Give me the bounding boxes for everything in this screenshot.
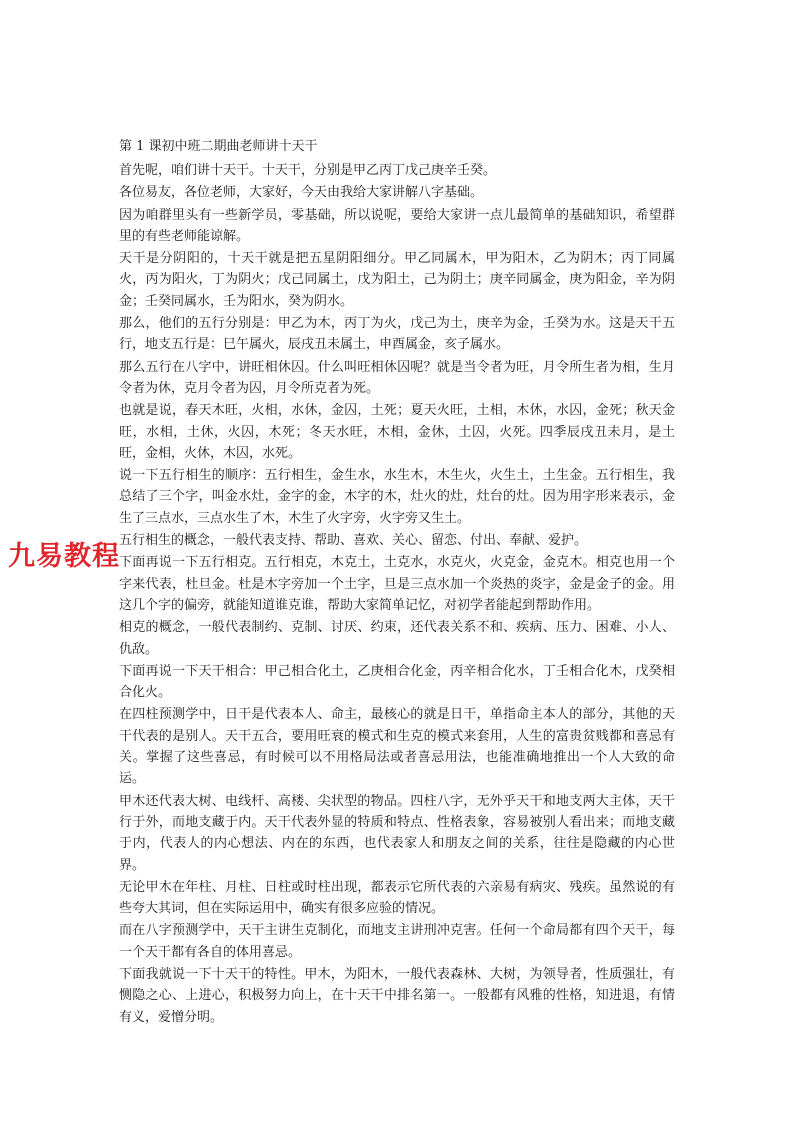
watermark-logo: 九易教程 <box>8 541 120 572</box>
paragraph-7: 也就是说，春天木旺，火相，水休，金囚，土死；夏天火旺，土相，木休，水囚，金死；秋天金旺，水相，土休，火囚，木死；冬天水旺，木相，金休，土囚，火死。四季辰戌丑未月，是土旺，金相，火休，木囚，水死。 <box>119 403 675 461</box>
paragraph-2: 各位易友，各位老师，大家好，今天由我给大家讲解八字基础。 <box>119 185 484 201</box>
paragraph-14: 甲木还代表大树、电线杆、高楼、尖状型的物品。四柱八字，无外乎天干和地支两大主体，天干行于外，而地支藏于内。天干代表外显的特质和特点、性格表象，容易被别人看出来；而地支藏于内，代表人的内心想法、内在的东西，也代表家人和朋友之间的关系，往往是隐藏的内心世界。 <box>119 793 675 873</box>
paragraph-9: 五行相生的概念，一般代表支持、帮助、喜欢、关心、留恋、付出、奉献、爱护。 <box>119 533 588 549</box>
paragraph-15: 无论甲木在年柱、月柱、日柱或时柱出现，都表示它所代表的六亲易有病灾、残疾。虽然说的有些夸大其词，但在实际运用中，确实有很多应验的情况。 <box>119 879 675 917</box>
paragraph-3: 因为咱群里头有一些新学员，零基础，所以说呢，要给大家讲一点儿最简单的基础知识，希望群里的有些老师能谅解。 <box>119 207 675 244</box>
paragraph-17: 下面我就说一下十天干的特性。甲木，为阳木，一般代表森林、大树，为领导者，性质强壮，有恻隐之心、上进心，积极努力向上，在十天干中排名第一。一般都有风雅的性格，知进退，有情有义，爱憎分明。 <box>119 966 675 1025</box>
paragraph-12: 下面再说一下天干相合：甲己相合化土，乙庚相合化金，丙辛相合化水，丁壬相合化木，戊癸相合化火。 <box>119 663 675 701</box>
paragraph-8: 说一下五行相生的顺序：五行相生，金生水，水生木，木生火，火生土，土生金。五行相生，我总结了三个字，叫金水灶，金字的金，木字的木，灶火的灶，灶台的灶。因为用字形来表示，金生了三点水，三点水生了木，木生了火字旁，火字旁又生土。 <box>119 468 675 526</box>
paragraph-13: 在四柱预测学中，日干是代表本人、命主，最核心的就是日干，单指命主本人的部分，其他的天干代表的是别人。天干五合，要用旺衰的模式和生克的模式来套用，人生的富贵贫贱都和喜忌有关。掌握了这些喜忌，有时候可以不用格局法或者喜忌用法，也能准确地推出一个人大致的命运。 <box>119 707 675 787</box>
paragraph-11: 相克的概念，一般代表制约、克制、讨厌、约束，还代表关系不和、疾病、压力、困难、小人、仇敌。 <box>119 620 675 657</box>
document-page <box>119 137 675 1029</box>
paragraph-5: 那么，他们的五行分别是：甲乙为木，丙丁为火，戊己为土，庚辛为金，壬癸为水。这是天干五行，地支五行是：巳午属火，辰戌丑未属土，申酉属金，亥子属水。 <box>119 316 675 353</box>
paragraph-1: 首先呢，咱们讲十天干。十天干，分别是甲乙丙丁戊己庚辛壬癸。 <box>119 163 497 178</box>
lesson-title: 第 1 课初中班二期曲老师讲十天干 <box>119 139 318 154</box>
paragraph-10: 下面再说一下五行相克。五行相克，木克土，土克水，水克火，火克金，金克木。相克也用一个字来代表，杜旦金。杜是木字旁加一个土字，旦是三点水加一个炎热的炎字，金是金子的金。用这几个字的偏旁，就能知道谁克谁，帮助大家简单记忆，对初学者能起到帮助作用。 <box>119 555 675 613</box>
paragraph-4: 天干是分阴阳的，十天干就是把五星阴阳细分。甲乙同属木，甲为阳木，乙为阴木；丙丁同属火，丙为阳火，丁为阴火；戊己同属土，戊为阳土，己为阴土；庚辛同属金，庚为阳金，辛为阴金；壬癸同属水，壬为阳水，癸为阴水。 <box>119 251 675 309</box>
paragraph-16: 而在八字预测学中，天干主讲生克制化，而地支主讲刑冲克害。任何一个命局都有四个天干，每一个天干都有各自的体用喜忌。 <box>119 923 675 960</box>
paragraph-6: 那么五行在八字中，讲旺相休囚。什么叫旺相休囚呢？就是当令者为旺，月令所生者为相，生月令者为休，克月令者为囚，月令所克者为死。 <box>119 359 675 396</box>
